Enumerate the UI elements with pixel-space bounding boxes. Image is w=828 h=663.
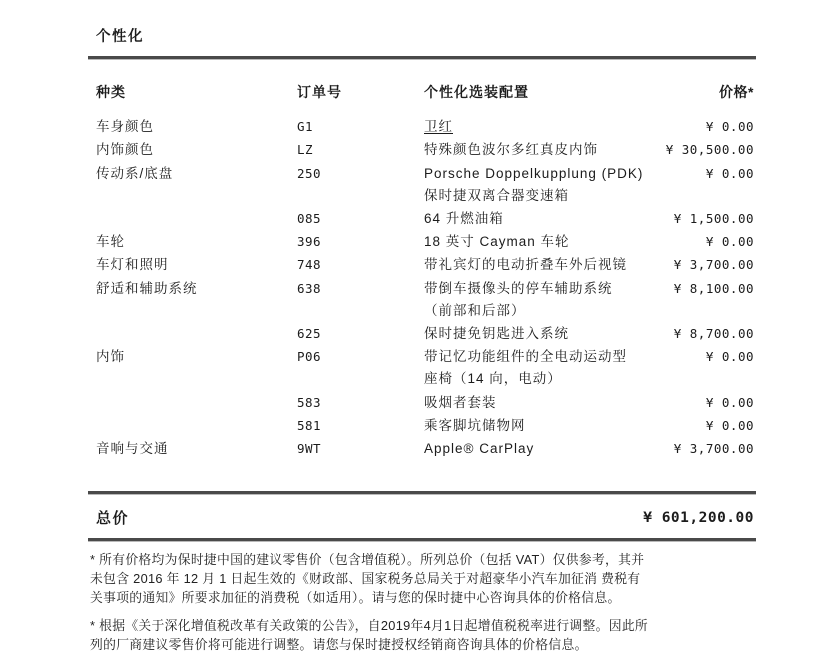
table-row	[88, 438, 756, 460]
table-row	[88, 208, 756, 230]
footnotes	[88, 550, 756, 654]
option-desc-line: 座椅（14 向，电动）	[424, 371, 562, 387]
category-cell: 内饰	[96, 349, 125, 365]
order-code: LZ	[297, 142, 314, 158]
table-row	[88, 163, 756, 207]
option-desc: 卫红	[424, 119, 453, 135]
table-row	[88, 231, 756, 253]
table-header-row	[88, 81, 756, 103]
option-desc: 乘客脚坑储物网	[424, 417, 526, 433]
price-value: ¥ 0.00	[705, 119, 754, 135]
table-row	[88, 116, 756, 138]
option-desc: 吸烟者套装	[424, 394, 497, 410]
footnote-line: 关事项的通知》所要求加征的消费税（如适用）。请与您的保时捷中心咨询具体的价格信息。	[90, 590, 621, 606]
header-order-no: 订单号	[297, 84, 342, 100]
section-title: 个性化	[96, 29, 144, 45]
order-code: P06	[297, 349, 322, 365]
price-value: ¥ 8,700.00	[673, 326, 754, 342]
order-code: 748	[297, 257, 322, 273]
price-value: ¥ 0.00	[705, 349, 754, 365]
document-body	[88, 26, 756, 663]
price-value: ¥ 0.00	[705, 417, 754, 433]
category-cell: 内饰颜色	[96, 142, 154, 158]
category-cell: 车轮	[96, 234, 125, 250]
footnote-tax-adjustment	[90, 616, 756, 654]
option-desc-line: （前部和后部）	[424, 302, 526, 318]
order-code: 396	[297, 234, 322, 250]
footnote-vat	[90, 550, 756, 607]
price-value: ¥ 3,700.00	[673, 441, 754, 457]
option-desc-line: 带倒车摄像头的停车辅助系统	[424, 280, 613, 296]
header-category: 种类	[96, 84, 126, 100]
option-desc: 保时捷免钥匙进入系统	[424, 326, 569, 342]
top-divider	[88, 56, 756, 59]
option-desc-line: 带记忆功能组件的全电动运动型	[424, 349, 627, 365]
order-code: 625	[297, 326, 322, 342]
table-row	[88, 278, 756, 322]
option-desc-line: Porsche Doppelkupplung (PDK)	[424, 165, 644, 181]
category-cell: 车身颜色	[96, 119, 154, 135]
order-code: 581	[297, 417, 322, 433]
table-row	[88, 254, 756, 276]
table-row	[88, 392, 756, 414]
price-value: ¥ 30,500.00	[665, 142, 754, 158]
price-value: ¥ 0.00	[705, 165, 754, 181]
header-config: 个性化选装配置	[424, 84, 529, 100]
total-row	[88, 494, 756, 538]
table-row	[88, 346, 756, 390]
order-code: 085	[297, 211, 322, 227]
total-label: 总价	[96, 510, 130, 528]
option-desc	[424, 346, 646, 390]
price-value: ¥ 0.00	[705, 234, 754, 250]
order-code: 250	[297, 165, 322, 181]
footnote-line: 未包含 2016 年 12 月 1 日起生效的《财政部、国家税务总局关于对超豪华小汽车加征消 费税有	[90, 571, 641, 587]
option-desc: 带礼宾灯的电动折叠车外后视镜	[424, 257, 627, 273]
option-desc: Apple® CarPlay	[424, 441, 535, 457]
order-code: 638	[297, 280, 322, 296]
option-desc: 特殊颜色波尔多红真皮内饰	[424, 142, 598, 158]
table-row	[88, 415, 756, 437]
options-table	[88, 116, 756, 460]
price-value: ¥ 1,500.00	[673, 211, 754, 227]
category-cell: 音响与交通	[96, 441, 169, 457]
option-desc: 64 升燃油箱	[424, 211, 504, 227]
footnote-line: 列的厂商建议零售价将可能进行调整。请您与保时捷授权经销商咨询具体的价格信息。	[90, 637, 588, 653]
footnote-line: * 所有价格均为保时捷中国的建议零售价（包含增值税）。所列总价（包括 VAT）仅供参考，其并	[90, 552, 645, 568]
header-price: 价格*	[719, 84, 754, 100]
option-desc-line: 保时捷双离合器变速箱	[424, 187, 569, 203]
order-code: 9WT	[297, 441, 322, 457]
order-code: 583	[297, 394, 322, 410]
option-desc	[424, 278, 646, 322]
price-value: ¥ 8,100.00	[673, 280, 754, 296]
category-cell: 车灯和照明	[96, 257, 169, 273]
total-amount: ¥ 601,200.00	[643, 509, 754, 526]
category-cell: 传动系/底盘	[96, 165, 174, 181]
total-divider-bottom	[88, 538, 756, 541]
option-desc: 18 英寸 Cayman 车轮	[424, 234, 570, 250]
footnote-line: * 根据《关于深化增值税改革有关政策的公告》，自2019年4月1日起增值税税率进行调整。因此所	[90, 618, 649, 634]
option-desc	[424, 163, 646, 207]
price-value: ¥ 3,700.00	[673, 257, 754, 273]
price-value: ¥ 0.00	[705, 394, 754, 410]
table-row	[88, 323, 756, 345]
category-cell: 舒适和辅助系统	[96, 280, 198, 296]
table-row	[88, 139, 756, 161]
order-code: G1	[297, 119, 314, 135]
